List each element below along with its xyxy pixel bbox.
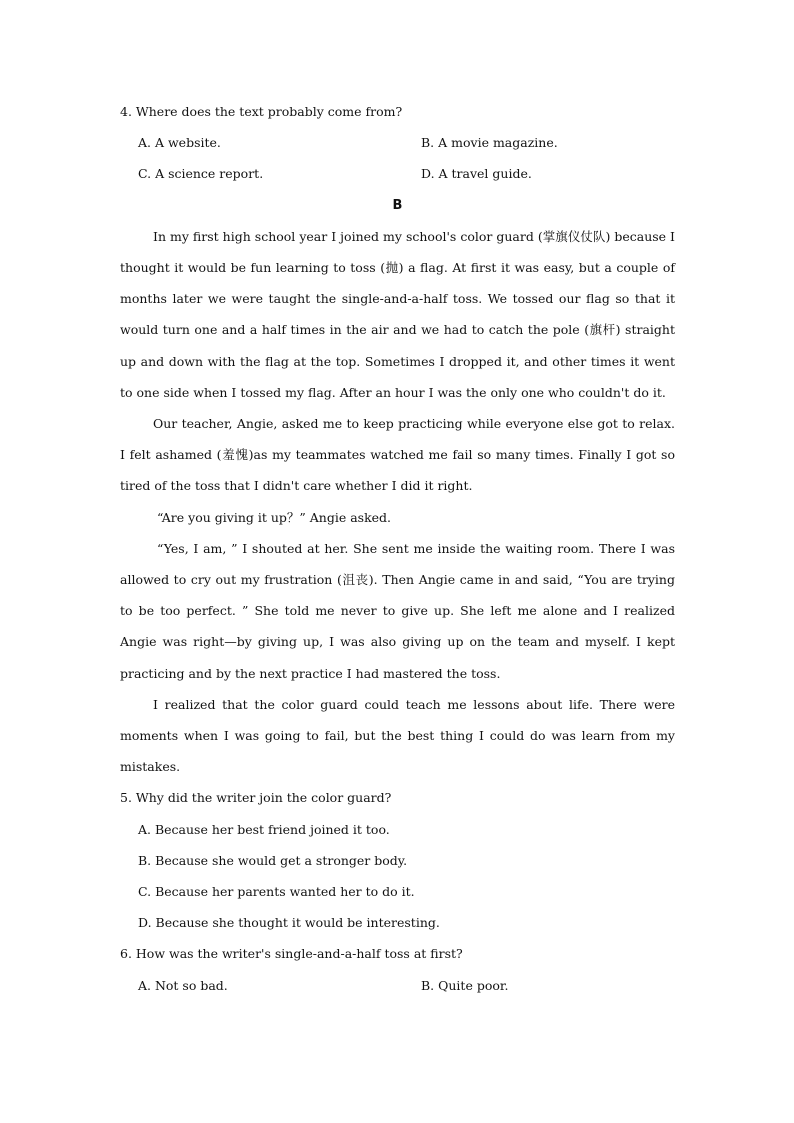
passage-paragraph-4 xyxy=(120,533,675,689)
passage-title: B xyxy=(392,197,403,213)
passage-paragraph-2 xyxy=(120,408,675,502)
passage-paragraph-5-text: I realized that the color guard could teach me lessons about life. There were moments when I was going to fail, but the best thing I could do was learn from my mistakes. xyxy=(120,696,675,775)
question-4-stem: 4. Where does the text probably come from? xyxy=(120,104,403,119)
question-6-stem: 6. How was the writer's single-and-a-half toss at first? xyxy=(120,946,463,962)
passage-paragraph-1-text: In my first high school year I joined my school's color guard (掌旗仪仗队) because I thought it would be fun learning to toss (抛) a flag. At first it was easy, but a couple of months later we were taught the single-and-a-half toss. We tossed our flag so that it would turn one and a half times in the air and we had to catch the pole (旗杆) straight up and down with the flag at the top. Sometimes I dropped it, and other times it went to one side when I tossed my flag. After an hour I was the only one who couldn't do it. xyxy=(120,228,675,400)
question-4-option-c: C. A science report. xyxy=(138,166,264,182)
question-5-option-d: D. Because she thought it would be interesting. xyxy=(138,915,440,931)
question-5-option-a: A. Because her best friend joined it too. xyxy=(138,821,390,837)
passage-paragraph-4-text: “Yes, I am, ” I shouted at her. She sent me inside the waiting room. There I was allowed to cry out my frustration (沮丧). Then Angie came in and said, “You are trying to be too perfect. ” She told me never to give up. She left me alone and I realized Angie was right—by giving up, I was also giving up on the team and myself. I kept practicing and by the next practice I had mastered the toss. xyxy=(120,540,675,681)
question-4-option-a: A. A website. xyxy=(138,135,221,151)
question-4-option-d: D. A travel guide. xyxy=(421,166,532,182)
question-5-stem: 5. Why did the writer join the color guard? xyxy=(120,790,392,806)
question-4-options-row-2 xyxy=(120,158,675,189)
question-4-options-row-1 xyxy=(120,127,675,158)
question-6-option-a: A. Not so bad. xyxy=(138,977,228,993)
question-5-option-b: B. Because she would get a stronger body. xyxy=(138,852,408,868)
passage-paragraph-1 xyxy=(120,221,675,408)
passage-paragraph-5 xyxy=(120,689,675,783)
question-6-option-b: B. Quite poor. xyxy=(421,977,509,993)
passage-paragraph-2-text: Our teacher, Angie, asked me to keep practicing while everyone else got to relax. I felt ashamed (羞愧)as my teammates watched me fail so many times. Finally I got so tired of the toss that I didn't care whether I did it right. xyxy=(120,415,675,494)
passage-paragraph-3-text: “Are you giving it up？” Angie asked. xyxy=(157,509,392,525)
question-4-option-b: B. A movie magazine. xyxy=(421,135,558,151)
question-6-options-row-1 xyxy=(120,970,675,1001)
passage-paragraph-3 xyxy=(120,502,675,533)
question-5-option-c: C. Because her parents wanted her to do it. xyxy=(138,883,415,899)
document-page xyxy=(120,96,675,1001)
